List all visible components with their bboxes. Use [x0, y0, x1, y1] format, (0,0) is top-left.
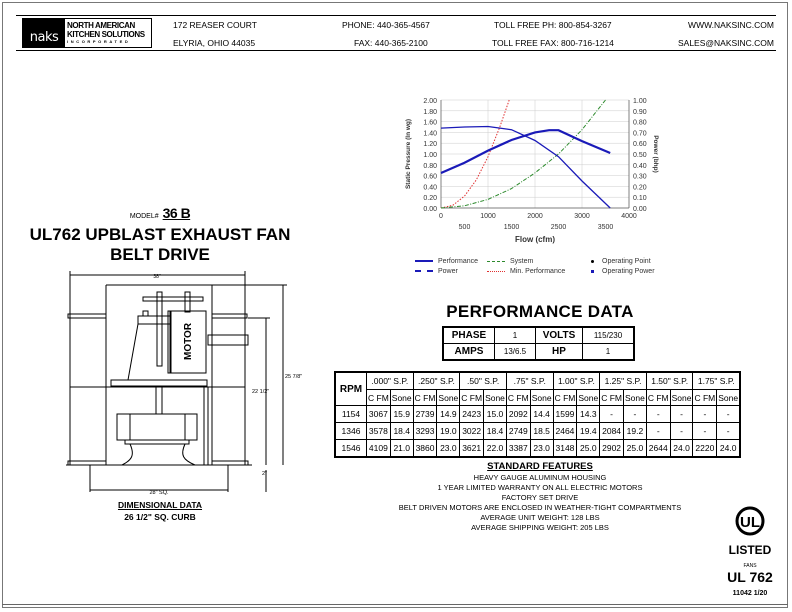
rpm-header: RPM: [335, 372, 367, 406]
sone-cell: 18.4: [390, 423, 413, 440]
sone-subheader: Sone: [670, 390, 693, 406]
cfm-subheader: C FM: [553, 390, 577, 406]
website-link[interactable]: WWW.NAKSINC.COM: [688, 20, 774, 30]
rpm-cell: 1154: [335, 406, 367, 423]
svg-text:0.70: 0.70: [633, 130, 647, 138]
feature-item: 1 YEAR LIMITED WARRANTY ON ALL ELECTRIC MOTORS: [437, 483, 643, 492]
cfm-cell: 3621: [460, 440, 484, 458]
svg-text:2500: 2500: [550, 224, 567, 231]
cfm-cell: 2644: [646, 440, 670, 458]
svg-text:0.20: 0.20: [423, 195, 437, 203]
sone-cell: -: [670, 423, 693, 440]
svg-text:500: 500: [458, 224, 471, 231]
sone-cell: 23.0: [437, 440, 460, 458]
sone-cell: 19.2: [623, 423, 646, 440]
legend-system: System: [510, 257, 534, 265]
sone-cell: 19.4: [577, 423, 600, 440]
sp-header: 1.75" S.P.: [693, 372, 740, 390]
svg-text:3000: 3000: [574, 213, 590, 220]
phase-label: PHASE: [443, 327, 495, 344]
y2-axis-label: Power (bhp): [652, 135, 659, 173]
legend-power: Power: [438, 267, 458, 275]
sone-cell: 18.4: [484, 423, 507, 440]
svg-text:3500: 3500: [597, 224, 614, 231]
svg-text:0.30: 0.30: [633, 173, 647, 181]
cfm-cell: 3022: [460, 423, 484, 440]
feature-item: HEAVY GAUGE ALUMINUM HOUSING: [473, 473, 607, 482]
svg-text:0.10: 0.10: [633, 195, 647, 203]
cfm-subheader: C FM: [693, 390, 717, 406]
cfm-cell: 3387: [506, 440, 530, 458]
cfm-subheader: C FM: [413, 390, 437, 406]
logo-line1: NORTH AMERICAN: [67, 21, 135, 30]
sone-cell: -: [623, 406, 646, 423]
cfm-cell: 3293: [413, 423, 437, 440]
svg-text:1500: 1500: [503, 224, 520, 231]
table-row: [335, 423, 740, 440]
performance-chart: [400, 95, 660, 250]
sone-cell: -: [717, 406, 740, 423]
sone-cell: -: [717, 423, 740, 440]
bottom-rule: [2, 604, 788, 605]
sp-header: .50" S.P.: [460, 372, 507, 390]
hp-value: 1: [583, 344, 635, 361]
svg-text:0.00: 0.00: [633, 206, 647, 213]
svg-text:4000: 4000: [621, 213, 637, 220]
phase-value: 1: [495, 327, 536, 344]
curb-size: 26 1/2" SQ. CURB: [124, 512, 196, 522]
cfm-cell: 4109: [367, 440, 391, 458]
cfm-cell: 3067: [367, 406, 391, 423]
listed-label: LISTED: [728, 543, 772, 557]
sone-subheader: Sone: [390, 390, 413, 406]
sone-cell: 21.0: [390, 440, 413, 458]
fax: FAX: 440-365-2100: [354, 38, 428, 48]
product-title: UL762 UPBLAST EXHAUST FAN: [29, 225, 291, 244]
standard-features: [370, 462, 710, 533]
sp-header: 1.25" S.P.: [600, 372, 647, 390]
email-link[interactable]: SALES@NAKSINC.COM: [677, 38, 774, 48]
cfm-cell: 3860: [413, 440, 437, 458]
volts-label: VOLTS: [536, 327, 583, 344]
sone-subheader: Sone: [530, 390, 553, 406]
svg-text:0.40: 0.40: [423, 184, 437, 192]
motor-label: MOTOR: [183, 322, 194, 360]
svg-text:0.50: 0.50: [633, 152, 647, 159]
svg-text:0.00: 0.00: [423, 206, 437, 213]
cfm-subheader: C FM: [460, 390, 484, 406]
logo-mark: naks: [23, 19, 65, 47]
ul-logo-icon: [735, 506, 765, 536]
sone-cell: 23.0: [530, 440, 553, 458]
ul-certification: [718, 506, 782, 597]
legend-operating-power: Operating Power: [602, 267, 655, 275]
sone-cell: 19.0: [437, 423, 460, 440]
electrical-spec-table: [442, 326, 635, 361]
amps-value: 13/6.5: [495, 344, 536, 361]
cfm-cell: -: [600, 406, 624, 423]
document-code: 11042 1/20: [732, 590, 768, 597]
sp-header: .75" S.P.: [506, 372, 553, 390]
cfm-subheader: C FM: [600, 390, 624, 406]
legend-performance: Performance: [438, 257, 479, 265]
cfm-cell: 3148: [553, 440, 577, 458]
performance-table: [334, 371, 741, 458]
svg-text:0.80: 0.80: [633, 119, 647, 127]
svg-text:0.60: 0.60: [633, 141, 647, 149]
svg-text:1.20: 1.20: [423, 141, 437, 149]
svg-text:1.00: 1.00: [423, 152, 437, 159]
svg-text:0.90: 0.90: [633, 108, 647, 116]
sp-header: 1.00" S.P.: [553, 372, 600, 390]
svg-text:UL: UL: [740, 514, 760, 531]
cfm-cell: 2749: [506, 423, 530, 440]
sone-subheader: Sone: [437, 390, 460, 406]
svg-text:1.60: 1.60: [423, 119, 437, 127]
sone-subheader: Sone: [484, 390, 507, 406]
sone-cell: -: [670, 406, 693, 423]
cfm-subheader: C FM: [367, 390, 391, 406]
sone-cell: 25.0: [577, 440, 600, 458]
sone-subheader: Sone: [623, 390, 646, 406]
sone-cell: 15.0: [484, 406, 507, 423]
dimensional-drawing: [0, 0, 320, 500]
address-line1: 172 REASER COURT: [173, 20, 257, 30]
address-line2: ELYRIA, OHIO 44035: [173, 38, 256, 48]
sp-header: 1.50" S.P.: [646, 372, 693, 390]
svg-text:0.60: 0.60: [423, 173, 437, 181]
table-row: [335, 440, 740, 458]
model-number: 36 B: [162, 205, 191, 221]
cfm-cell: -: [693, 406, 717, 423]
phone: PHONE: 440-365-4567: [342, 20, 430, 30]
amps-label: AMPS: [443, 344, 495, 361]
sone-cell: 25.0: [623, 440, 646, 458]
ul-standard: UL 762: [727, 569, 773, 585]
sp-header: .250" S.P.: [413, 372, 460, 390]
chart-legend: [415, 256, 655, 276]
svg-text:0.40: 0.40: [633, 162, 647, 170]
toll-free-phone: TOLL FREE PH: 800-854-3267: [494, 20, 612, 30]
sone-cell: 24.0: [670, 440, 693, 458]
cfm-cell: 2423: [460, 406, 484, 423]
sone-subheader: Sone: [577, 390, 600, 406]
dim-width-label: 38": [153, 274, 161, 280]
rpm-cell: 1346: [335, 423, 367, 440]
cfm-cell: 2220: [693, 440, 717, 458]
sone-cell: 22.0: [484, 440, 507, 458]
svg-text:2.00: 2.00: [423, 98, 437, 105]
sone-cell: 15.9: [390, 406, 413, 423]
dimensional-data-title: DIMENSIONAL DATA: [117, 500, 203, 510]
cfm-cell: 3578: [367, 423, 391, 440]
dim-base-label: 2": [262, 471, 268, 477]
logo-line2: KITCHEN SOLUTIONS: [67, 30, 145, 39]
x-axis-label: Flow (cfm): [515, 235, 555, 244]
toll-free-fax: TOLL FREE FAX: 800-716-1214: [492, 38, 614, 48]
y-axis-label: Static Pressure (In wg): [405, 118, 412, 190]
svg-text:1.40: 1.40: [423, 130, 437, 138]
sp-header: .000" S.P.: [367, 372, 414, 390]
cfm-cell: 2084: [600, 423, 624, 440]
svg-text:1.80: 1.80: [423, 108, 437, 116]
ul-category: FANS: [743, 563, 757, 569]
feature-item: BELT DRIVEN MOTORS ARE ENCLOSED IN WEATHER-TIGHT COMPARTMENTS: [398, 503, 682, 512]
svg-text:0: 0: [439, 213, 443, 220]
feature-item: FACTORY SET DRIVE: [501, 493, 579, 502]
model-label: MODEL#: [129, 213, 159, 220]
cfm-cell: 1599: [553, 406, 577, 423]
legend-operating-point: Operating Point: [602, 257, 651, 265]
sone-subheader: Sone: [717, 390, 740, 406]
logo-line3: INCORPORATED: [67, 39, 131, 44]
cfm-cell: 2902: [600, 440, 624, 458]
svg-text:0.20: 0.20: [633, 184, 647, 192]
dim-height-inner-label: 22 1/2": [252, 389, 270, 395]
feature-item: AVERAGE SHIPPING WEIGHT: 205 LBS: [471, 523, 609, 532]
features-title: STANDARD FEATURES: [487, 461, 593, 472]
rpm-cell: 1546: [335, 440, 367, 458]
performance-data-title: PERFORMANCE DATA: [446, 302, 634, 321]
sone-cell: 14.3: [577, 406, 600, 423]
dim-curb-label: 28" SQ.: [149, 490, 169, 496]
volts-value: 115/230: [583, 327, 635, 344]
cfm-cell: -: [646, 423, 670, 440]
svg-text:1.00: 1.00: [633, 98, 647, 105]
cfm-subheader: C FM: [506, 390, 530, 406]
hp-label: HP: [536, 344, 583, 361]
cfm-cell: 2739: [413, 406, 437, 423]
dim-height-outer-label: 25 7/8": [285, 374, 303, 380]
svg-text:0.80: 0.80: [423, 162, 437, 170]
svg-text:2000: 2000: [527, 213, 543, 220]
cfm-subheader: C FM: [646, 390, 670, 406]
sone-cell: 18.5: [530, 423, 553, 440]
cfm-cell: 2464: [553, 423, 577, 440]
sone-cell: 14.9: [437, 406, 460, 423]
table-row: [335, 406, 740, 423]
cfm-cell: -: [646, 406, 670, 423]
product-subtitle: BELT DRIVE: [110, 245, 210, 264]
sone-cell: 24.0: [717, 440, 740, 458]
feature-item: AVERAGE UNIT WEIGHT: 128 LBS: [480, 513, 600, 522]
cfm-cell: 2092: [506, 406, 530, 423]
sone-cell: 14.4: [530, 406, 553, 423]
cfm-cell: -: [693, 423, 717, 440]
legend-min-performance: Min. Performance: [510, 267, 566, 275]
svg-text:1000: 1000: [480, 213, 496, 220]
